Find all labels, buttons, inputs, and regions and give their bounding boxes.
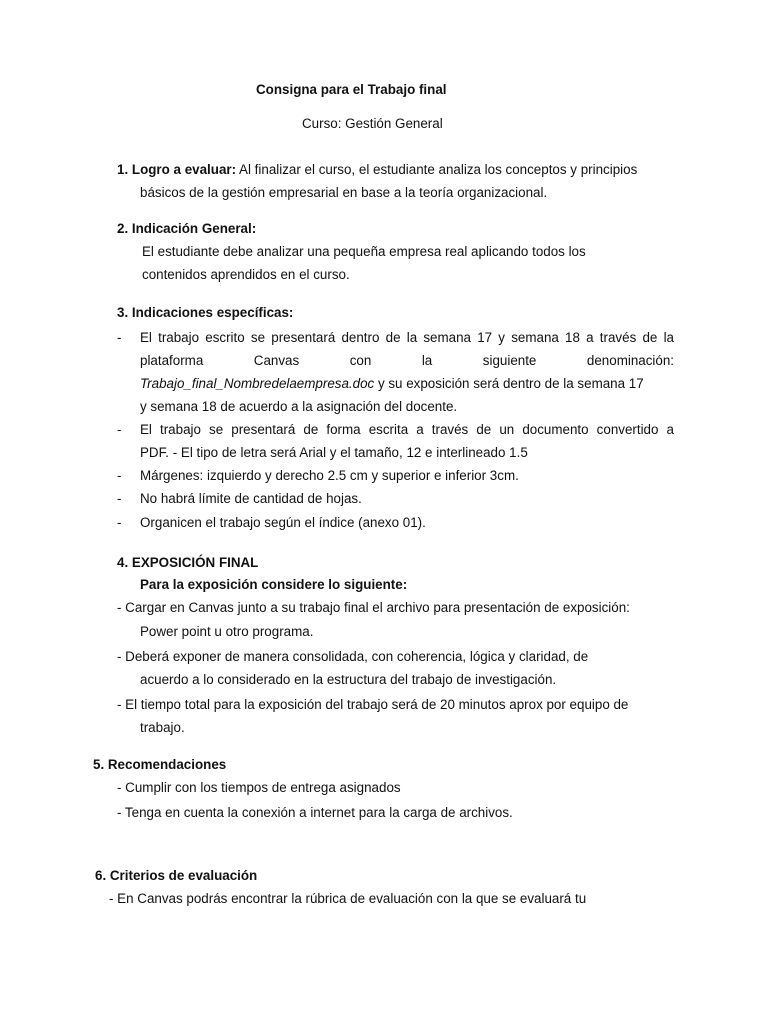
s3-bullet-1-line-4: y semana 18 de acuerdo a la asignación del docente. (140, 399, 458, 414)
course-name: Curso: Gestión General (302, 116, 443, 131)
bullet-dash: - (117, 330, 122, 345)
bullet-dash: - (117, 468, 122, 483)
s3-bullet-1-line-2: plataforma Canvas con la siguiente denominación: (140, 353, 674, 368)
s5-item-2: - Tenga en cuenta la conexión a internet para la carga de archivos. (117, 805, 513, 820)
s3-bullet-3: Márgenes: izquierdo y derecho 2.5 cm y superior e inferior 3cm. (140, 468, 519, 483)
section-1-heading: 1. Logro a evaluar: (117, 162, 237, 177)
section-6-heading: 6. Criterios de evaluación (95, 868, 258, 883)
section-1-line-2: básicos de la gestión empresarial en base a la teoría organizacional. (140, 185, 548, 200)
section-2-line-2: contenidos aprendidos en el curso. (142, 267, 350, 282)
s3-bullet-1-line-3 (140, 375, 644, 393)
s3-bullet-2-line-2: PDF. - El tipo de letra será Arial y el tamaño, 12 e interlineado 1.5 (140, 445, 528, 460)
s6-item-1: - En Canvas podrás encontrar la rúbrica de evaluación con la que se evaluará tu (109, 891, 587, 906)
s3-bullet-1-line-1: El trabajo escrito se presentará dentro de la semana 17 y semana 18 a través de la (140, 330, 674, 345)
section-3-heading: 3. Indicaciones específicas: (117, 305, 294, 320)
s4-item-3-line-1: - El tiempo total para la exposición del trabajo será de 20 minutos aprox por equipo de (117, 697, 629, 712)
bullet-dash: - (117, 515, 122, 530)
bullet-dash: - (117, 422, 122, 437)
s4-item-1-line-1: - Cargar en Canvas junto a su trabajo final el archivo para presentación de exposición: (117, 600, 630, 615)
section-5-heading: 5. Recomendaciones (93, 757, 227, 772)
section-4-subheading: Para la exposición considere lo siguiente: (140, 577, 408, 592)
section-1-text: Al finalizar el curso, el estudiante analiza los conceptos y principios (236, 162, 638, 177)
s4-item-2-line-2: acuerdo a lo considerado en la estructura del trabajo de investigación. (140, 672, 557, 687)
s4-item-3-line-2: trabajo. (140, 720, 185, 735)
bullet-dash: - (117, 491, 122, 506)
s3-bullet-2-line-1: El trabajo se presentará de forma escrita a través de un documento convertido a (140, 422, 674, 437)
s3-bullet-1-line-3-rest: y su exposición será dentro de la semana 17 (374, 376, 644, 391)
section-1-line-1 (117, 161, 637, 179)
filename-text: Trabajo_final_Nombredelaempresa.doc (140, 376, 375, 391)
s4-item-1-line-2: Power point u otro programa. (140, 624, 314, 639)
s3-bullet-4: No habrá límite de cantidad de hojas. (140, 491, 362, 506)
section-4-heading: 4. EXPOSICIÓN FINAL (117, 555, 259, 570)
s5-item-1: - Cumplir con los tiempos de entrega asignados (117, 780, 401, 795)
s3-bullet-5: Organicen el trabajo según el índice (anexo 01). (140, 515, 426, 530)
section-2-heading: 2. Indicación General: (117, 221, 257, 236)
section-2-line-1: El estudiante debe analizar una pequeña empresa real aplicando todos los (142, 244, 586, 259)
document-title: Consigna para el Trabajo final (256, 82, 447, 97)
s4-item-2-line-1: - Deberá exponer de manera consolidada, con coherencia, lógica y claridad, de (117, 649, 589, 664)
